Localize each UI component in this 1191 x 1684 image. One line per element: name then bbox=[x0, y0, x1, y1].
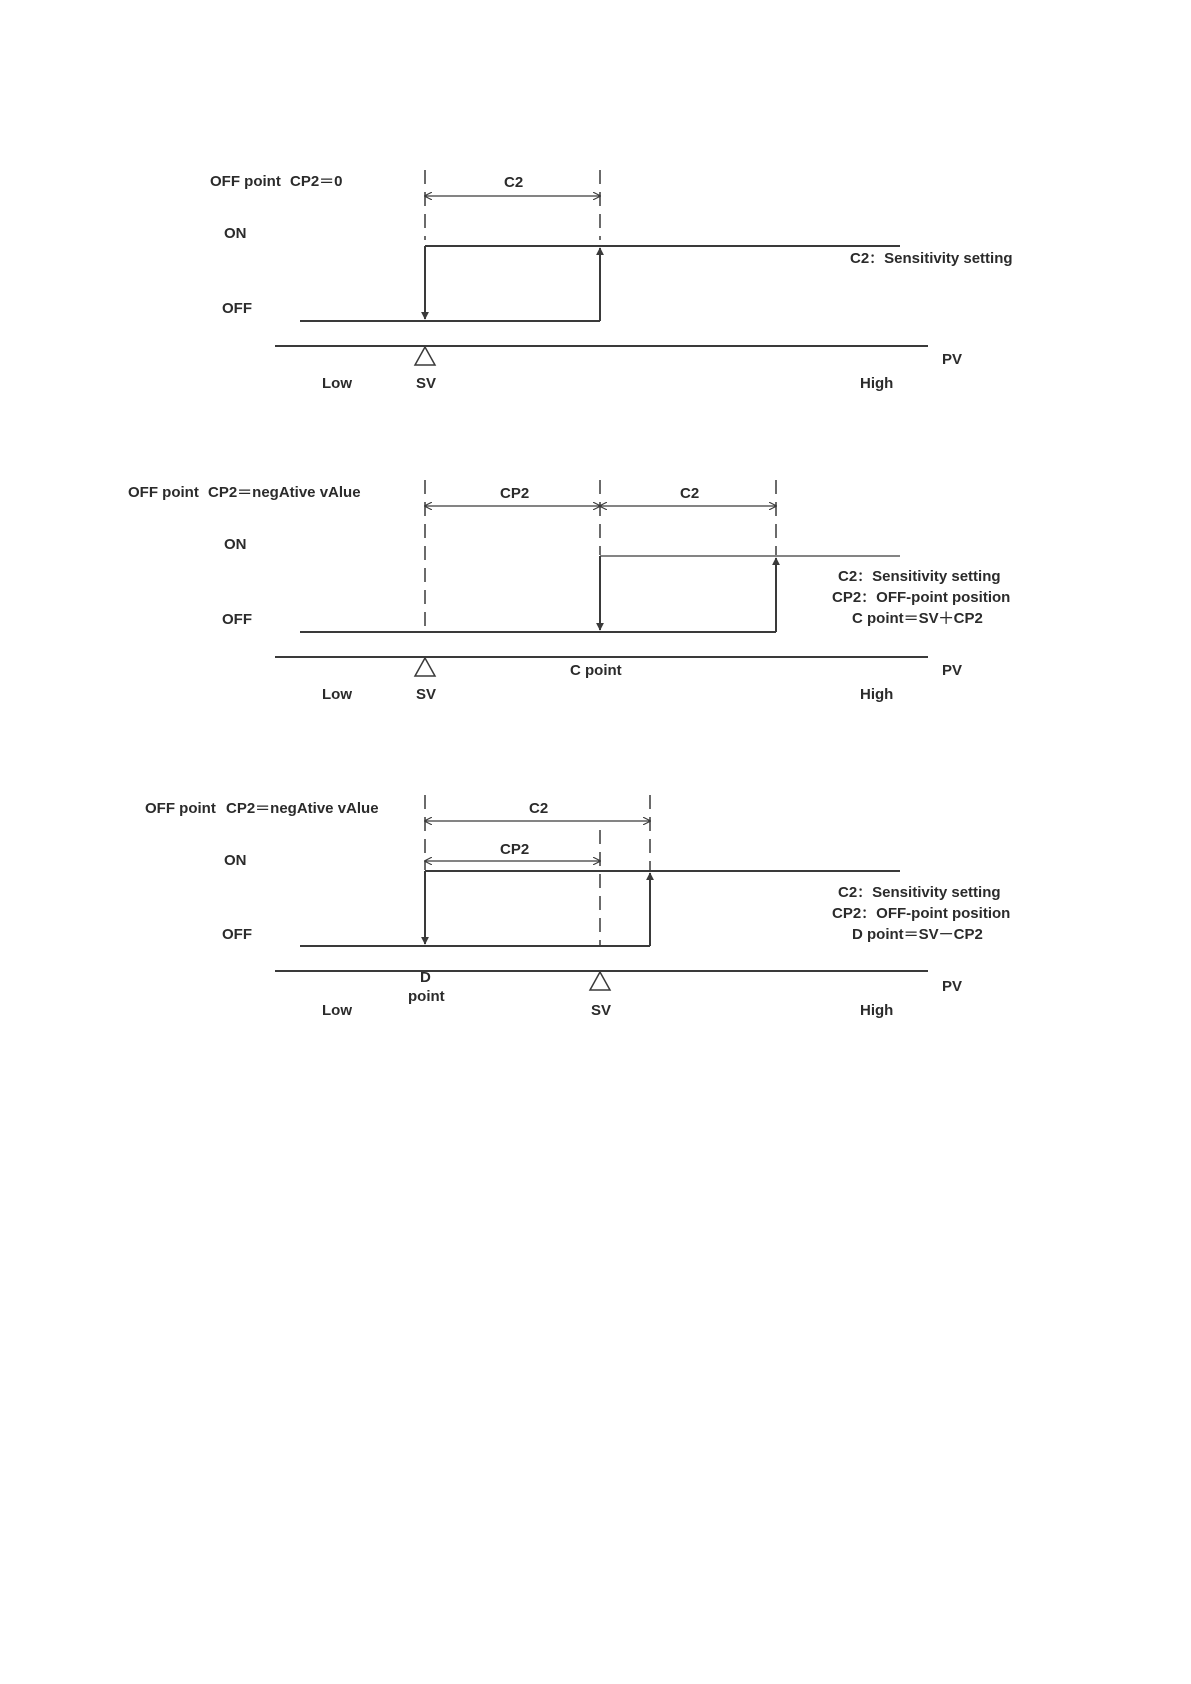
d2-off-label: OFF bbox=[222, 611, 252, 628]
d1-sv-marker bbox=[415, 347, 435, 365]
d2-note-3: C point＝SV＋CP2 bbox=[852, 610, 983, 627]
d3-high-label: High bbox=[860, 1002, 894, 1019]
d2-header: OFF point bbox=[128, 484, 199, 501]
d2-sv-label: SV bbox=[416, 686, 437, 703]
d3-sv-label: SV bbox=[591, 1002, 612, 1019]
d2-low-label: Low bbox=[322, 686, 352, 703]
d3-on-label: ON bbox=[224, 852, 247, 869]
d1-pv-label: PV bbox=[942, 351, 963, 368]
d3-note-2: CP2：OFF-point position bbox=[832, 905, 1011, 922]
d2-condition: CP2＝negAtive vAlue bbox=[208, 484, 361, 501]
diagram-2 bbox=[128, 480, 1010, 703]
d3-point-label: point bbox=[408, 988, 445, 1005]
d3-pv-label: PV bbox=[942, 978, 963, 995]
d3-condition: CP2＝negAtive vAlue bbox=[226, 800, 379, 817]
d3-note-1: C2：Sensitivity setting bbox=[838, 884, 1001, 901]
d3-header: OFF point bbox=[145, 800, 216, 817]
d3-d-label: D bbox=[420, 969, 431, 986]
d3-sv-marker bbox=[590, 972, 610, 990]
d2-note-2: CP2：OFF-point position bbox=[832, 589, 1011, 606]
d3-note-3: D point＝SV－CP2 bbox=[852, 926, 983, 943]
d2-c-point-label: C point bbox=[570, 662, 622, 679]
d1-low-label: Low bbox=[322, 375, 352, 392]
d2-cp2-label: CP2 bbox=[500, 485, 530, 502]
d1-c2-label: C2 bbox=[504, 174, 524, 191]
d1-header: OFF point bbox=[210, 173, 281, 190]
d3-low-label: Low bbox=[322, 1002, 352, 1019]
d2-c2-label: C2 bbox=[680, 485, 700, 502]
d1-high-label: High bbox=[860, 375, 894, 392]
d3-c2-label: C2 bbox=[529, 800, 549, 817]
diagram-1 bbox=[210, 170, 1013, 392]
d3-cp2-label: CP2 bbox=[500, 841, 530, 858]
d2-on-label: ON bbox=[224, 536, 247, 553]
d1-on-label: ON bbox=[224, 225, 247, 242]
d2-pv-label: PV bbox=[942, 662, 963, 679]
d2-high-label: High bbox=[860, 686, 894, 703]
d1-off-label: OFF bbox=[222, 300, 252, 317]
d1-condition: CP2＝0 bbox=[290, 173, 343, 190]
d1-note: C2：Sensitivity setting bbox=[850, 250, 1013, 267]
d3-off-label: OFF bbox=[222, 926, 252, 943]
diagram-3 bbox=[145, 795, 1010, 1019]
d2-note-1: C2：Sensitivity setting bbox=[838, 568, 1001, 585]
d2-sv-marker bbox=[415, 658, 435, 676]
d1-sv-label: SV bbox=[416, 375, 437, 392]
